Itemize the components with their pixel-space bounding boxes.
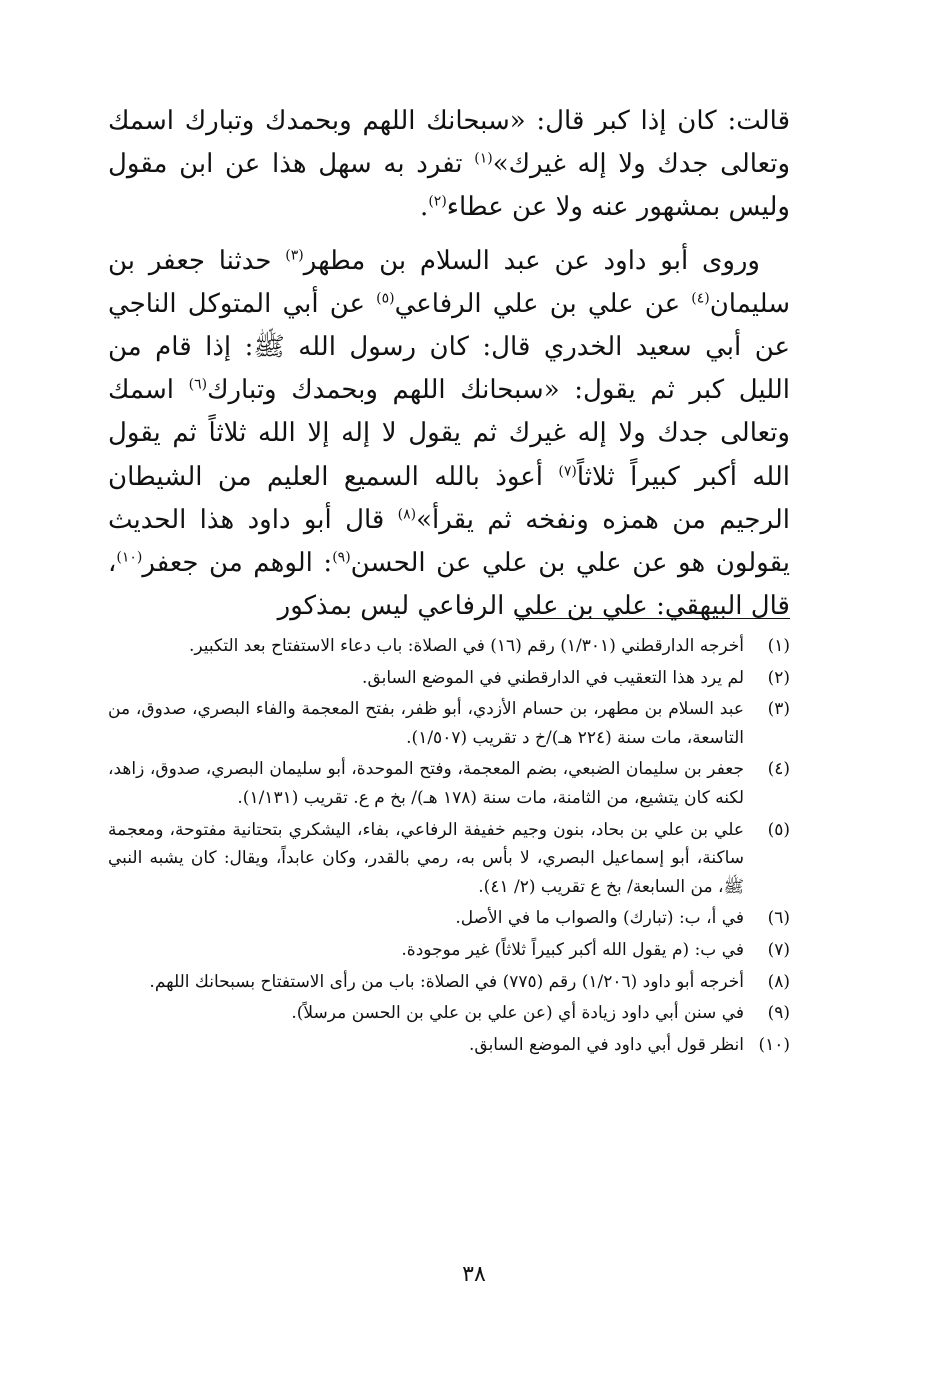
footnote-text: أخرجه الدارقطني (١/٣٠١) رقم (١٦) في الصلاة: باب دعاء الاستفتاح بعد التكبير. <box>188 636 744 656</box>
paragraph-2 <box>108 240 790 629</box>
footnote-ref-7: (٧) <box>558 462 577 479</box>
text-segment: اسمك وتعالى جدك ولا إله غيرك ثم يقول لا إله إلا الله ثلاثاً ثم يقول الله أكبر كبيراً ثلاثاً <box>108 375 790 492</box>
footnote-ref-3: (٣) <box>285 246 304 263</box>
footnote-number: (٧) <box>767 939 790 960</box>
footnote-ref-8: (٨) <box>397 506 417 523</box>
footnote <box>108 664 790 693</box>
footnote-ref-2: (٢) <box>428 193 447 210</box>
footnote-ref-6: (٦) <box>188 376 208 393</box>
footnote <box>108 904 790 933</box>
footnote-text: لم يرد هذا التعقيب في الدارقطني في الموضع السابق. <box>362 667 744 688</box>
footnote <box>108 968 790 997</box>
footnote-ref-4: (٤) <box>691 290 710 307</box>
text-segment: قالت: كان إذا كبر قال: «سبحانك اللهم وبحمدك وتبارك اسمك وتعالى جدك ولا إله غيرك» <box>108 106 791 180</box>
footnote-number: (٨) <box>767 971 790 992</box>
footnote-text: عبد السلام بن مطهر، بن حسام الأزدي، أبو ظفر، بفتح المعجمة والفاء البصري، صدوق، من التاسعة، مات سنة (٢٢٤ هـ)/خ د تقريب (١/٥٠٧). <box>108 699 744 748</box>
footnote <box>108 936 790 965</box>
footnote-number: (٥) <box>767 819 790 840</box>
text-segment: حدثنا جعفر بن سليمان <box>108 245 790 319</box>
text-segment: تفرد به سهل هذا عن ابن مقول وليس بمشهور عنه ولا عن عطاء <box>108 149 790 223</box>
footnote-number: (٦) <box>767 908 790 929</box>
footnote-ref-1: (١) <box>474 150 493 167</box>
footnote-text: انظر قول أبي داود في الموضع السابق. <box>468 1034 744 1055</box>
footnote <box>108 755 790 812</box>
text-segment: ، قال البيهقي: علي بن علي الرفاعي ليس بمذكور <box>108 548 790 622</box>
footnote-text: في ب: (م يقول الله أكبر كبيراً ثلاثاً) غير موجودة. <box>401 939 744 960</box>
footnote-number: (٢) <box>767 667 790 688</box>
footnote-number: (٩) <box>767 1003 790 1024</box>
footnote-text: في أ، ب: (تبارك) والصواب ما في الأصل. <box>455 908 744 929</box>
page-number: ٣٨ <box>462 1262 486 1287</box>
footnote-text: جعفر بن سليمان الضبعي، بضم المعجمة، وفتح الموحدة، أبو سليمان البصري، صدوق، زاهد، لكنه كان يتشيع، من الثامنة، مات سنة (١٧٨ هـ)/ بخ م ع. تقريب (١/١٣١). <box>108 759 744 808</box>
footnote-number: (٣) <box>767 699 790 720</box>
footnote-text: علي بن علي بن بحاد، بنون وجيم خفيفة الرفاعي، بفاء، اليشكري بتحتانية مفتوحة، ومعجمة ساكنة، أبو إسماعيل البصري، لا بأس به، رمي بالقدر، وكان عابداً، ويقال: كان يشبه النبي ﷺ، من السابعة/ بخ ع تقريب (٢/ ٤١). <box>108 819 744 897</box>
footnote <box>108 816 790 902</box>
text-segment: عن أبي المتوكل الناجي عن أبي سعيد الخدري قال: كان رسول الله ﷺ: إذا قام من الليل كبر ثم يقول: «سبحانك اللهم وبحمدك وتبارك <box>108 288 791 406</box>
footnote-ref-10: (١٠) <box>116 549 143 566</box>
footnote-ref-9: (٩) <box>332 549 351 566</box>
text-segment: عن علي بن علي الرفاعي <box>394 288 692 319</box>
footnote <box>108 1031 790 1060</box>
footnotes <box>108 632 790 1062</box>
text-segment: : الوهم من جعفر <box>142 548 333 579</box>
footnote-number: (١) <box>767 636 790 656</box>
text-segment: قال أبو داود هذا الحديث يقولون هو عن علي بن علي عن الحسن <box>108 504 790 579</box>
main-text <box>108 100 790 628</box>
footnote-text: أخرجه أبو داود (١/٢٠٦) رقم (٧٧٥) في الصلاة: باب من رأى الاستفتاح بسبحانك اللهم. <box>149 971 744 992</box>
text-segment: وروى أبو داود عن عبد السلام بن مطهر <box>303 245 760 276</box>
footnote-ref-5: (٥) <box>376 290 395 307</box>
footnote-number: (١٠) <box>758 1034 790 1055</box>
footnote-text: في سنن أبي داود زيادة أي (عن علي بن علي بن الحسن مرسلاً). <box>291 1003 744 1024</box>
footnote-number: (٤) <box>767 759 790 780</box>
footnote <box>108 632 790 661</box>
text-segment: أعوذ بالله السميع العليم من الشيطان الرجيم من همزه ونفخه ثم يقرأ» <box>108 461 790 535</box>
footnote <box>108 695 790 752</box>
footnote-divider <box>516 618 790 619</box>
paragraph-1 <box>108 100 790 230</box>
text-segment: . <box>420 192 429 223</box>
footnote <box>108 999 790 1028</box>
